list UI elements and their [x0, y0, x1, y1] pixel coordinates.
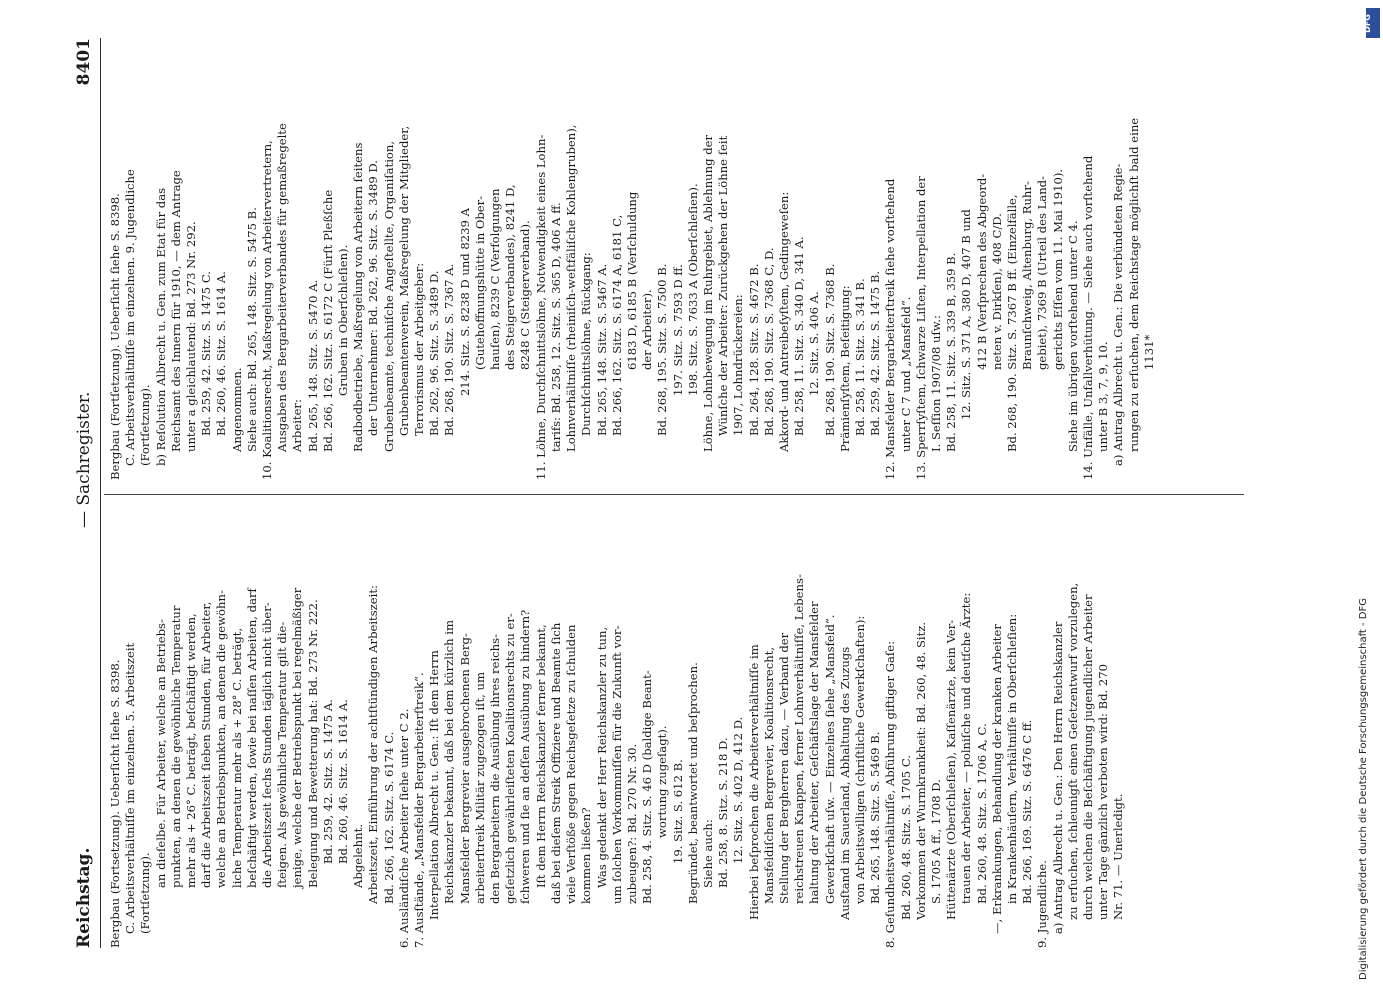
text-line: Bd. 260, 46. Sitz. S. 1614 A.: [214, 271, 229, 436]
text-line: 10. Koalitionsrecht, Maßregelung von Arbeitervertretern,: [260, 140, 275, 480]
text-line: 6183 D, 6185 B (Verſchuldung: [624, 191, 639, 370]
text-line: liche Temperatur mehr als + 28° C. beträgt,: [229, 627, 244, 888]
text-line: 6. Ausländiſche Arbeiter ſiehe unter C 2.: [396, 708, 411, 948]
text-line: Bd. 259, 42. Sitz. S. 1475 C.: [199, 271, 214, 436]
text-line: darf die Arbeitszeit ſieben Stunden, für Arbeiter,: [199, 601, 214, 888]
text-line: 14. Unfälle, Unfallverhütung. — Siehe auch vorſtehend: [1081, 155, 1095, 480]
text-line: kommen ließen?: [579, 807, 594, 904]
text-line: Lohnverhältniſſe (rheiniſch-weſtfäliſche Kohlengruben),: [564, 124, 579, 452]
text-line: der Unternehmer: Bd. 262, 96. Sitz. S. 3489 D.: [366, 160, 381, 436]
text-line: welche an Betriebspunkten, an denen die gewöhn-: [214, 590, 229, 888]
text-line: 13. Sperrſyſtem, ſchwarze Liſten, Interpellation der: [913, 176, 928, 480]
text-line: zubeugen?: Bd. 270 Nr. 30.: [624, 743, 639, 904]
text-line: daß bei dieſem Streik Offiziere und Beamte ſich: [548, 622, 563, 904]
text-line: Grubenbeamtenverein, Maßregelung der Mitglieder,: [396, 125, 411, 436]
text-line: Grubenbeamte, techniſche Angeſtellte, Organiſation,: [381, 140, 396, 452]
text-line: Bd. 265, 148. Sitz. S. 5469 B.: [868, 731, 883, 904]
right-column: [108, 40, 1238, 480]
text-line: unter Tage gänzlich verboten wird: Bd. 270: [1096, 663, 1111, 920]
text-line: jenige, welche der Betriebspunkt bei regelmäßiger: [290, 587, 305, 888]
text-line: Bd. 268, 195. Sitz. S. 7500 B.: [655, 263, 670, 436]
text-line: punkten, an denen die gewöhnliche Temperatur: [168, 605, 183, 888]
text-line: Bd. 258, 11. Sitz. S. 339 B, 359 B.: [944, 252, 959, 452]
text-line: Was gedenkt der Herr Reichskanzler zu tun,: [594, 626, 609, 888]
text-line: in Krankenhäuſern, Verhältniſſe in Oberſchleſien:: [1004, 613, 1019, 904]
text-line: Wünſche der Arbeiter: Zurückgehen der Löhne ſeit: [716, 135, 731, 436]
text-line: Bd. 258, 8. Sitz. S. 218 D.: [716, 737, 731, 888]
text-line: arbeiterſtreik Militär zugezogen iſt, um: [472, 672, 487, 904]
text-line: 1131*: [1141, 334, 1156, 370]
text-line: 8248 C (Steigerverband).: [518, 220, 533, 370]
text-line: Bd. 266, 162. Sitz. S. 6172 C (Fürſt Pleßſche: [320, 189, 335, 452]
text-line: mehr als + 26° C. beträgt, beſchäftigt werden,: [184, 613, 199, 888]
text-line: Bd. 259, 42. Sitz. S. 1475 B.: [868, 270, 883, 436]
text-line: an dieſelbe. Für Arbeiter, welche an Betriebs-: [153, 619, 168, 888]
text-line: b) Reſolution Albrecht u. Gen. zum Etat für das: [153, 187, 168, 466]
text-line: beſchäftigt werden, ſowie bei naſſen Arbeiten, darf: [244, 588, 259, 888]
text-line: S. 1705 A ff., 1708 D.: [928, 779, 943, 904]
text-line: a) Antrag Albrecht u. Gen.: Die verbündeten Regie-: [1111, 163, 1126, 466]
page-header: [70, 38, 100, 948]
text-line: Reichsamt des Innern für 1910, — dem Antrage: [168, 170, 183, 452]
text-line: Siehe auch: Bd. 265, 148. Sitz. S. 5475 B.: [244, 207, 259, 452]
text-line: Gewerkſchaft uſw. — Einzelnes ſiehe „Mansfeld“.: [822, 614, 837, 904]
text-line: unter C 7 und „Mansfeld“.: [898, 296, 913, 452]
text-line: Bd. 265, 148. Sitz. S. 5467 A.: [594, 263, 609, 436]
text-line: 19. Sitz. S. 612 B.: [670, 759, 685, 864]
text-line: Bd. 268, 190. Sitz. S. 7368 C, D.: [761, 247, 776, 436]
text-line: Bd. 268, 190. Sitz. S. 7367 B ff. (Einzelfälle,: [1004, 194, 1019, 452]
side-note: [1355, 40, 1373, 980]
text-line: der Arbeiter).: [640, 289, 655, 370]
text-line: Belegung und Bewetterung hat: Bd. 273 Nr. 222.: [305, 599, 320, 888]
text-line: Bd. 268, 190. Sitz. S. 7368 B.: [822, 263, 837, 436]
text-line: Durchſchnittslöhne, Rückgang:: [579, 252, 594, 436]
text-line: hauſen), 8239 C (Verfolgungen: [488, 188, 503, 370]
text-line: Bergbau (Fortsetzung). Ueberſicht ſiehe S. 8398.: [108, 659, 122, 948]
text-line: 8. Geſundheitsverhältniſſe, Abführung giftiger Gaſe:: [883, 641, 898, 948]
text-line: Reichskanzler bekannt, daß bei dem kürzlich im: [442, 619, 457, 904]
text-line: tarifs: Bd. 258, 12. Sitz. S. 365 D, 406 A ff.: [548, 202, 563, 452]
text-line: Abgelehnt.: [351, 824, 366, 888]
text-line: Bd. 266, 162. Sitz. S. 6174 C.: [381, 731, 396, 904]
text-line: (Fortſetzung).: [138, 852, 153, 934]
text-line: Mansfeldiſchen Bergrevier, Koalitionsrecht,: [761, 646, 776, 904]
text-line: Bd. 259, 42. Sitz. S. 1475 A.: [320, 699, 335, 864]
text-line: Bd. 262, 96. Sitz. S. 3489 D.: [427, 270, 442, 436]
text-line: um ſolchen Vorkommniſſen für die Zukunft vor-: [609, 625, 624, 904]
text-line: Ausgaben des Bergarbeiterverbandes für gemaßregelte: [275, 123, 290, 452]
text-line: 198. Sitz. S. 7633 A (Oberſchleſien).: [685, 183, 700, 396]
text-line: (Gutehoffnungshütte in Ober-: [472, 195, 487, 370]
text-line: Bd. 266, 162. Sitz. S. 6174 A, 6181 C,: [609, 214, 624, 436]
text-line: Ausſtand im Sauerland, Abhaltung des Zuzugs: [837, 646, 852, 920]
text-line: 11. Löhne, Durchſchnittslöhne, Notwendigkeit eines Lohn-: [533, 134, 548, 480]
text-line: Mansfelder Bergrevier ausgebrochenen Berg-: [457, 633, 472, 904]
text-line: Bd. 260, 46. Sitz. S. 1614 A.: [336, 699, 351, 864]
text-line: Hüttenärzte (Oberſchleſien), Kaſſenärzte, kein Ver-: [944, 619, 959, 920]
text-line: reichstreuen Knappen, ferner Lohnverhältniſſe, Lebens-: [792, 574, 807, 904]
text-line: gebiet), 7369 B (Urteil des Land-: [1035, 175, 1050, 370]
page-number: 8401: [74, 38, 94, 86]
text-line: Bd. 264, 128. Sitz. S. 4672 B.: [746, 263, 761, 436]
text-line: Arbeiter:: [290, 399, 305, 452]
text-line: neten v. Dirkſen), 408 C/D.: [989, 213, 1004, 370]
text-line: a) Antrag Albrecht u. Gen.: Den Herrn Reichskanzler: [1050, 621, 1065, 934]
text-line: Bd. 258, 11. Sitz. S. 340 D, 341 A.: [792, 236, 807, 436]
text-line: zu erſuchen, ſchleunigſt einen Geſetzentwurf vorzulegen,: [1065, 582, 1080, 920]
text-line: 214. Sitz. S. 8238 D und 8239 A: [457, 208, 472, 396]
text-line: C. Arbeitsverhältniſſe im einzelnen. 9. Jugendliche: [123, 169, 138, 466]
text-line: Prämienſyſtem, Beſeitigung:: [837, 285, 852, 452]
text-line: gerichts Eſſen vom 11. Mai 1910).: [1050, 168, 1065, 370]
text-line: Radbodbetriebe, Maßregelung von Arbeitern ſeitens: [351, 142, 366, 452]
text-line: Angenommen.: [229, 367, 244, 452]
text-line: Nr. 71. — Unerledigt.: [1111, 793, 1126, 920]
text-line: Bergbau (Fortſetzung). Ueberſicht ſiehe S. 8398.: [108, 193, 122, 480]
text-line: haltung der Arbeiter, Geſchäftslage der Mansfelder: [807, 601, 822, 904]
text-line: Bd. 260, 48. Sitz. S. 1706 A, C.: [974, 723, 989, 904]
text-line: (Fortſetzung).: [138, 384, 153, 466]
text-line: Bd. 260, 48. Sitz. S. 1705 C.: [898, 755, 913, 920]
text-line: Vorkommen der Wurmkrankheit: Bd. 260, 48. Sitz.: [913, 621, 928, 920]
text-line: trauen der Arbeiter, — polniſche und deutſche Ärzte:: [959, 592, 974, 904]
text-line: 412 B (Verſprechen des Abgeord-: [974, 173, 989, 370]
text-line: Bd. 268, 190. Sitz. S. 7367 A.: [442, 263, 457, 436]
text-line: unter a gleichlautend: Bd. 273 Nr. 292.: [184, 221, 199, 452]
text-line: Gruben in Oberſchleſien).: [336, 244, 351, 396]
header-center: — Sachregister.: [74, 391, 94, 528]
text-line: die Arbeitszeit ſechs Stunden täglich nicht über-: [260, 602, 275, 888]
text-line: 1907, Lohndrückereien:: [731, 294, 746, 436]
text-line: Bd. 265, 148. Sitz. S. 5470 A.: [305, 279, 320, 452]
text-line: 9. Jugendliche.: [1035, 860, 1050, 948]
text-line: des Steigerverbandes), 8241 D,: [503, 184, 518, 370]
left-column: [108, 510, 1238, 948]
text-line: —, Erkrankungen, Behandlung der kranken Arbeiter: [989, 624, 1004, 934]
text-line: 7. Ausſtände, „Mansfelder Bergarbeiterſtreik“.: [412, 672, 427, 948]
text-line: ſteigen. Als gewöhnliche Temperatur gilt die-: [275, 621, 290, 888]
text-line: 12. Sitz. S. 406 A.: [807, 291, 822, 396]
text-line: Siehe im übrigen vorſtehend unter C 4.: [1065, 220, 1080, 452]
text-line: Bd. 258, 4. Sitz. S. 46 D (baldige Beant-: [640, 670, 655, 904]
text-line: Terrorismus der Arbeitgeber:: [412, 262, 427, 436]
text-line: 197. Sitz. S. 7593 D ff.: [670, 264, 685, 396]
text-line: Siehe auch:: [700, 819, 715, 888]
text-line: rungen zu erſuchen, dem Reichstage möglichſt bald eine: [1126, 117, 1141, 452]
text-line: viele Verſtöße gegen Reichsgeſetze zu ſchulden: [564, 624, 579, 904]
text-line: Hierbei beſprochen die Arbeiterverhältniſſe im: [746, 644, 761, 920]
text-line: ſchweren und ſie an deſſen Ausübung zu hindern?: [518, 609, 533, 904]
text-line: wortung zugeſagt).: [655, 725, 670, 838]
text-line: 12. Sitz. S. 371 A, 380 D, 407 B und: [959, 209, 974, 420]
text-line: Begründet, beantwortet und beſprochen.: [685, 662, 700, 904]
text-line: C. Arbeitsverhältniſſe im einzelnen. 5. Arbeitszeit: [123, 642, 138, 934]
text-line: Bd. 266, 169. Sitz. S. 6476 C ff.: [1020, 719, 1035, 904]
text-line: Akkord- und Antreibeſyſtem, Gedingeweſen:: [776, 191, 791, 452]
text-line: Bd. 258, 11. Sitz. S. 341 B.: [852, 278, 867, 436]
text-line: Interpellation Albrecht u. Gen.: Iſt dem Herrn: [427, 650, 442, 920]
header-left: Reichstag.: [74, 847, 94, 948]
dfg-logo: DFG: [1366, 8, 1380, 38]
column-divider: [104, 494, 1244, 495]
text-line: 12. Mansfelder Bergarbeiterſtreik ſiehe vorſtehend: [883, 178, 898, 480]
side-note-text: Digitalisierung gefördert durch die Deutsche Forschungsgemeinschaft - DFG: [1358, 597, 1369, 980]
text-line: Iſt dem Herrn Reichskanzler ferner bekannt,: [533, 624, 548, 888]
text-line: unter B 3, 7, 9, 10.: [1096, 341, 1111, 452]
text-line: den Bergarbeitern die Ausübung ihres reichs-: [488, 634, 503, 904]
text-line: geſetzlich gewährleiſteten Koalitionsrechts zu er-: [503, 613, 518, 904]
text-line: von Arbeitswilligen (chriſtliche Gewerkſchaften):: [852, 615, 867, 904]
text-line: Stellung der Bergherren dazu, — Verband der: [776, 632, 791, 904]
text-line: I. Seſſion 1907/08 uſw.:: [928, 315, 943, 452]
text-line: Arbeitszeit, Einführung der achtſtündigen Arbeitszeit:: [366, 585, 381, 904]
text-line: Löhne, Lohnbewegung im Ruhrgebiet, Ablehnung der: [700, 134, 715, 452]
header-rule: [100, 38, 101, 948]
text-line: 12. Sitz. S. 402 D, 412 D.: [731, 716, 746, 864]
text-line: Braunſchweig, Altenburg, Ruhr-: [1020, 181, 1035, 370]
text-line: durch welchen die Beſchäftigung jugendlicher Arbeiter: [1081, 594, 1095, 920]
